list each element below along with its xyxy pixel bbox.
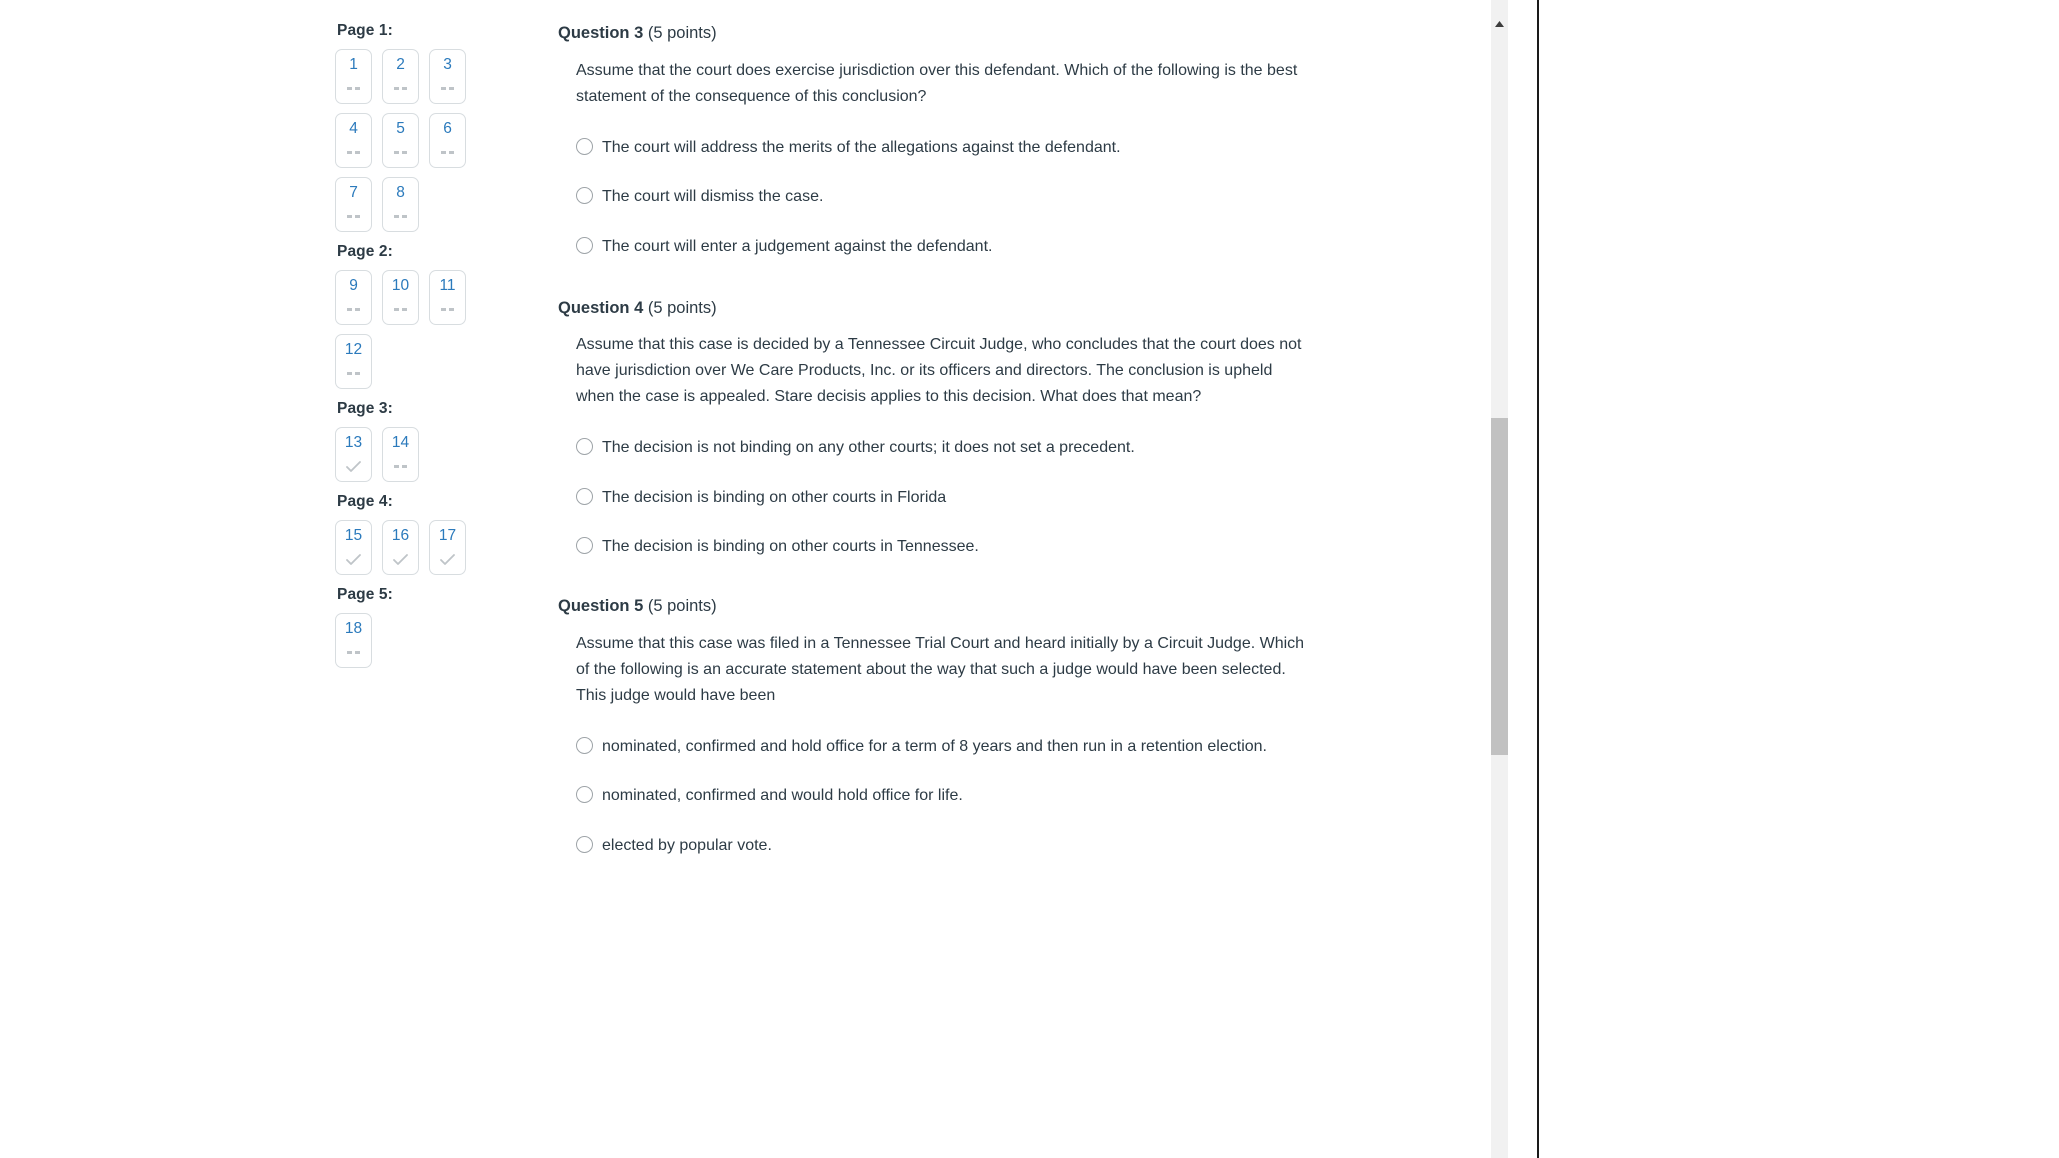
dash-icon <box>394 146 407 160</box>
quiz-nav-question-4[interactable] <box>335 113 372 168</box>
quiz-nav-question-5[interactable] <box>382 113 419 168</box>
quiz-nav-question-3[interactable] <box>429 49 466 104</box>
answer-option-label: The decision is binding on other courts in Florida <box>602 488 947 506</box>
quiz-nav-question-6[interactable] <box>429 113 466 168</box>
dash-icon <box>347 82 360 96</box>
quiz-nav-grid <box>335 520 495 575</box>
quiz-nav-question-15[interactable] <box>335 520 372 575</box>
quiz-nav-question-number: 12 <box>344 341 363 358</box>
quiz-nav-grid <box>335 613 495 668</box>
question-prompt: Assume that the court does exercise jurisdiction over this defendant. Which of the following is the best statement of the consequence of this conclusion? <box>576 61 1298 105</box>
quiz-nav-page-label: Page 3: <box>337 400 393 417</box>
quiz-nav-question-7[interactable] <box>335 177 372 232</box>
quiz-nav-grid <box>335 427 495 482</box>
questions-list <box>558 24 1328 858</box>
scroll-up-arrow-icon[interactable] <box>1491 18 1508 30</box>
dash-icon <box>347 210 360 224</box>
answer-option[interactable] <box>576 235 1328 259</box>
quiz-nav-question-number: 13 <box>344 434 363 451</box>
answer-option-label: elected by popular vote. <box>602 837 772 855</box>
question-points: (5 points) <box>647 24 717 42</box>
radio-button-icon[interactable] <box>576 138 593 155</box>
quiz-nav-question-number: 18 <box>344 620 363 637</box>
quiz-nav-question-number: 9 <box>349 277 358 294</box>
question-block <box>558 597 1328 858</box>
quiz-nav-grid <box>335 49 495 232</box>
answer-option-label: nominated, confirmed and would hold office for life. <box>602 787 963 805</box>
question-points: (5 points) <box>647 298 717 317</box>
dash-icon <box>441 303 454 317</box>
quiz-nav-question-2[interactable] <box>382 49 419 104</box>
quiz-nav-grid <box>335 270 495 389</box>
dash-icon <box>394 82 407 96</box>
quiz-nav-page-label: Page 2: <box>337 243 393 260</box>
quiz-nav-question-number: 11 <box>439 277 456 294</box>
answer-option[interactable] <box>576 834 1328 858</box>
vertical-scrollbar[interactable] <box>1491 0 1508 1158</box>
dash-icon <box>394 303 407 317</box>
question-header <box>558 24 1328 44</box>
dash-icon <box>441 82 454 96</box>
quiz-question-navigator <box>335 22 525 670</box>
radio-button-icon[interactable] <box>576 187 593 204</box>
quiz-nav-question-13[interactable] <box>335 427 372 482</box>
radio-button-icon[interactable] <box>576 438 593 455</box>
question-prompt: Assume that this case was filed in a Tennessee Trial Court and heard initially by a Circuit Judge. Which of the following is an accurate statement about the way that such a judge would have been selected. This judge would have been <box>576 634 1305 704</box>
radio-button-icon[interactable] <box>576 488 593 505</box>
answer-option[interactable] <box>576 735 1328 759</box>
quiz-nav-page-group <box>335 400 525 482</box>
check-icon <box>440 553 455 567</box>
answer-options <box>576 735 1328 858</box>
quiz-nav-question-14[interactable] <box>382 427 419 482</box>
quiz-nav-page-label: Page 4: <box>337 493 393 510</box>
answer-option-label: nominated, confirmed and hold office for a term of 8 years and then run in a retention election. <box>602 737 1267 755</box>
quiz-nav-page-group <box>335 493 525 575</box>
question-prompt: Assume that this case is decided by a Tennessee Circuit Judge, who concludes that the court does not have jurisdiction over We Care Products, Inc. or its officers and directors. The conclusion is upheld when the case is appealed. Stare decisis applies to this decision. What does that mean? <box>576 336 1302 406</box>
quiz-nav-question-number: 16 <box>391 527 410 544</box>
question-title: Question 5 <box>558 597 644 616</box>
quiz-nav-question-number: 6 <box>443 120 452 137</box>
quiz-nav-question-number: 2 <box>396 56 405 73</box>
answer-option[interactable] <box>576 436 1328 460</box>
radio-button-icon[interactable] <box>576 537 593 554</box>
answer-option[interactable] <box>576 185 1328 209</box>
quiz-nav-question-number: 14 <box>391 434 410 451</box>
quiz-nav-question-number: 4 <box>349 120 358 137</box>
scrollbar-thumb[interactable] <box>1491 418 1508 755</box>
quiz-nav-question-12[interactable] <box>335 334 372 389</box>
quiz-nav-question-1[interactable] <box>335 49 372 104</box>
dash-icon <box>347 146 360 160</box>
dash-icon <box>394 460 407 474</box>
question-block <box>558 24 1328 259</box>
dash-icon <box>394 210 407 224</box>
quiz-nav-question-17[interactable] <box>429 520 466 575</box>
answer-option-label: The court will enter a judgement against the defendant. <box>602 237 993 255</box>
answer-options <box>576 436 1328 559</box>
quiz-nav-question-18[interactable] <box>335 613 372 668</box>
answer-option[interactable] <box>576 486 1328 510</box>
answer-option-label: The decision is binding on other courts in Tennessee. <box>602 538 979 556</box>
answer-option[interactable] <box>576 784 1328 808</box>
quiz-nav-question-11[interactable] <box>429 270 466 325</box>
radio-button-icon[interactable] <box>576 737 593 754</box>
question-header <box>558 597 1328 617</box>
quiz-nav-question-number: 17 <box>438 527 457 544</box>
answer-option-label: The court will address the merits of the allegations against the defendant. <box>602 138 1121 156</box>
question-points: (5 points) <box>647 597 717 616</box>
dash-icon <box>347 646 360 660</box>
answer-option[interactable] <box>576 136 1328 160</box>
quiz-nav-question-16[interactable] <box>382 520 419 575</box>
quiz-nav-question-number: 10 <box>391 277 410 294</box>
quiz-nav-page-label: Page 5: <box>337 586 393 603</box>
quiz-nav-question-number: 7 <box>349 184 358 201</box>
question-title: Question 3 <box>558 24 644 42</box>
radio-button-icon[interactable] <box>576 237 593 254</box>
quiz-nav-page-group <box>335 243 525 389</box>
check-icon <box>393 553 408 567</box>
quiz-nav-page-group <box>335 586 525 668</box>
dash-icon <box>347 303 360 317</box>
radio-button-icon[interactable] <box>576 836 593 853</box>
quiz-nav-question-number: 1 <box>349 56 358 73</box>
dash-icon <box>347 367 360 381</box>
quiz-nav-question-number: 8 <box>396 184 405 201</box>
dash-icon <box>441 146 454 160</box>
quiz-nav-question-10[interactable] <box>382 270 419 325</box>
answer-option-label: The decision is not binding on any other courts; it does not set a precedent. <box>602 439 1135 457</box>
quiz-nav-page-label: Page 1: <box>337 22 393 39</box>
answer-option-label: The court will dismiss the case. <box>602 188 824 206</box>
check-icon <box>346 460 361 474</box>
quiz-nav-question-number: 5 <box>396 120 405 137</box>
right-pane <box>1539 0 2059 1158</box>
check-icon <box>346 553 361 567</box>
question-title: Question 4 <box>558 298 644 317</box>
question-block <box>558 299 1328 560</box>
quiz-nav-question-number: 3 <box>443 56 452 73</box>
answer-option[interactable] <box>576 535 1328 559</box>
answer-options <box>576 136 1328 259</box>
question-header <box>558 299 1328 319</box>
quiz-nav-question-9[interactable] <box>335 270 372 325</box>
quiz-nav-page-group <box>335 22 525 232</box>
quiz-nav-question-8[interactable] <box>382 177 419 232</box>
radio-button-icon[interactable] <box>576 786 593 803</box>
quiz-nav-question-number: 15 <box>344 527 363 544</box>
